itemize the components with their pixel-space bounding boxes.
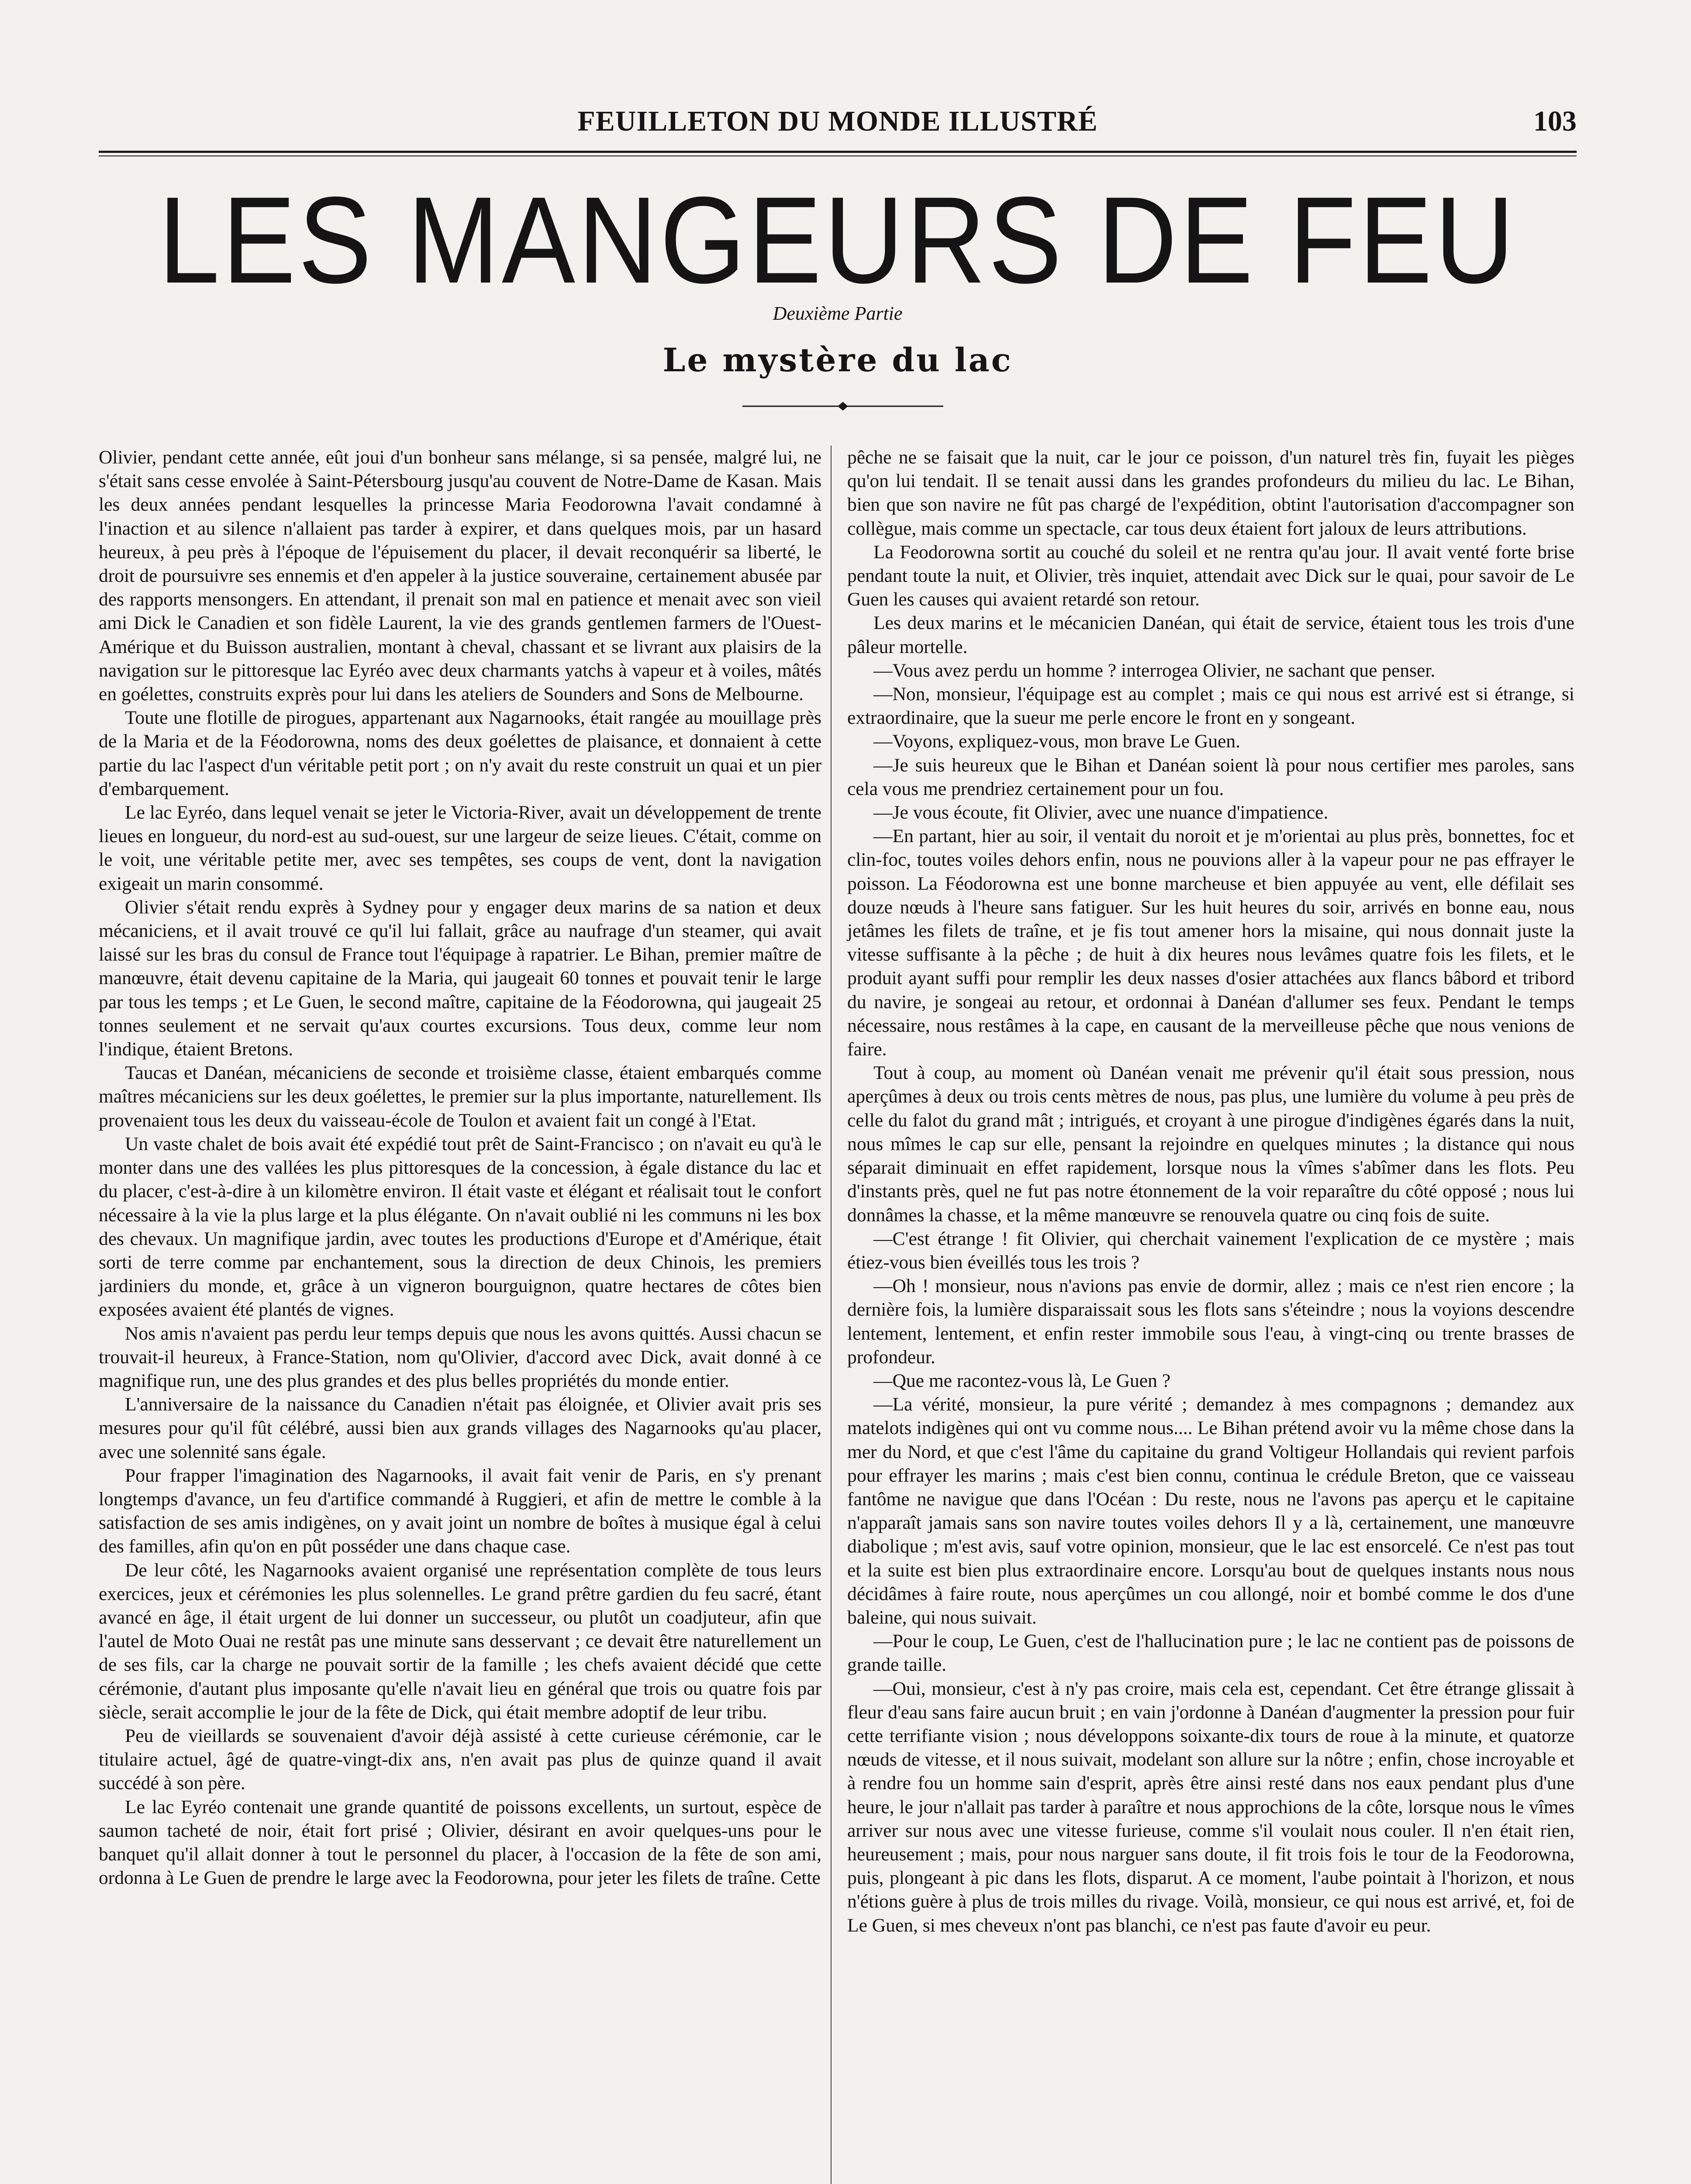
paragraph: L'anniversaire de la naissance du Canadien n'était pas éloignée, et Olivier avait pris ses mesures pour qu'il fût célébré, aussi bien aux grands villages des Nagarnooks qu'au placer, avec une solennité sans égale. bbox=[99, 1394, 821, 1462]
paragraph: Olivier, pendant cette année, eût joui d'un bonheur sans mélange, si sa pensée, malgré lui, ne s'était sans cesse envolée à Saint-Pétersbourg jusqu'au couvent de Notre-Dame de Kasan. Mais les deux années pendant lesquelles la princesse Maria Feodorowna l'avait condamné à l'inaction et au silence n'allaient pas tarder à expirer, et dans quelques mois, par un hasard heureux, à peu près à l'époque de l'épuisement du placer, il devait reconquérir sa liberté, le droit de poursuivre ses ennemis et d'en appeler à la justice souveraine, certainement abusée par des rapports mensongers. En attendant, il prenait son mal en patience et menait avec son vieil ami Dick le Canadien et son fidèle Laurent, la vie des grands gentlemen farmers de l'Ouest-Amérique et du Buisson australien, montant à cheval, chassant et se livrant aux plaisirs de la navigation sur le pittoresque lac Eyréo avec deux charmants yatchs à vapeur et à voiles, mâtés en goélettes, construits exprès pour lui dans les ateliers de Sounders and Sons de Melbourne. bbox=[99, 447, 821, 705]
paragraph: Olivier s'était rendu exprès à Sydney pour y engager deux marins de sa nation et deux mécaniciens, et il avait trouvé ce qu'il lui fallait, grâce au naufrage d'un steamer, qui avait laissé sur les bras du consul de France tout l'équipage à rapatrier. Le Bihan, premier maître de manœuvre, était devenu capitaine de la Maria, qui jaugeait 60 tonnes et pouvait tenir le large par tous les temps ; et Le Guen, le second maître, capitaine de la Féodorowna, qui jaugeait 25 tonnes seulement et ne servait qu'aux courtes excursions. Tous deux, comme leur nom l'indique, étaient Bretons. bbox=[99, 896, 821, 1060]
dialogue-line: —Voyons, expliquez-vous, mon brave Le Guen. bbox=[873, 731, 1241, 752]
right-column bbox=[847, 446, 1574, 1937]
dialogue-line: —C'est étrange ! fit Olivier, qui cherchait vainement l'explication de ce mystère ; mais étiez-vous bien éveillés tous les trois ? bbox=[847, 1228, 1574, 1273]
section-title: Le mystère du lac bbox=[663, 342, 1013, 379]
dialogue-line: —La vérité, monsieur, la pure vérité ; demandez à mes compagnons ; demandez aux matelots indigènes qui ont vu comme nous.... Le Bihan prétend avoir vu la même chose dans la mer du Nord, et que c'est l'âme du capitaine du grand Voltigeur Hollandais qui revient parfois pour effrayer les marins ; mais c'est bien connu, continua le crédule Breton, que ce vaisseau fantôme ne navigue que dans l'Océan : Du reste, nous ne l'avons pas aperçu et le capitaine n'apparaît jamais sans son navire toutes voiles dehors Il y a là, certainement, une manœuvre diabolique ; m'est avis, sauf votre opinion, monsieur, que le lac est ensorcelé. Ce n'est pas tout et la suite est bien plus extraordinaire encore. Lorsqu'au bout de quelques instants nous nous décidâmes à faire route, nous aperçûmes un cou allongé, noir et bombé comme le dos d'une baleine, qui nous suivait. bbox=[847, 1394, 1574, 1628]
dialogue-line: —Oh ! monsieur, nous n'avions pas envie de dormir, allez ; mais ce n'est rien encore ; la dernière fois, la lumière disparaissait sous les flots sans s'éteindre ; nous la voyions descendre lentement, lentement, et enfin rester immobile sous l'eau, à vingt-cinq ou trente brasses de profondeur. bbox=[847, 1275, 1574, 1368]
paragraph: Taucas et Danéan, mécaniciens de seconde et troisième classe, étaient embarqués comme maîtres mécaniciens sur les deux goélettes, le premier sur la plus importante, naturellement. Ils provenaient tous les deux du vaisseau-école de Toulon et avaient fait un congé à l'Etat. bbox=[99, 1062, 821, 1131]
header-rule bbox=[99, 151, 1577, 153]
dialogue-line: —Non, monsieur, l'équipage est au complet ; mais ce qui nous est arrivé est si étrange, si extraordinaire, que la sueur me perle encore le front en y songeant. bbox=[847, 684, 1574, 729]
left-column bbox=[99, 446, 821, 1890]
paragraph: Le lac Eyréo contenait une grande quantité de poissons excellents, un surtout, espèce de saumon tacheté de noir, était fort prisé ; Olivier, désirant en avoir quelques-uns pour le banquet qu'il allait donner à tout le personnel du placer, à l'occasion de la fête de son ami, ordonna à Le Guen de prendre le large avec la Feodorowna, pour jeter les filets de traîne. Cette bbox=[99, 1796, 821, 1889]
paragraph: Nos amis n'avaient pas perdu leur temps depuis que nous les avons quittés. Aussi chacun se trouvait-il heureux, à France-Station, nom qu'Olivier, d'accord avec Dick, avait donné à ce magnifique run, une des plus grandes et des plus belles propriétés du monde entier. bbox=[99, 1323, 821, 1391]
paragraph: La Feodorowna sortit au couché du soleil et ne rentra qu'au jour. Il avait venté forte brise pendant toute la nuit, et Olivier, très inquiet, attendait avec Dick sur le quai, pour savoir de Le Guen les causes qui avaient retardé son retour. bbox=[847, 541, 1574, 610]
page-number: 103 bbox=[1533, 105, 1577, 137]
dialogue-line: —Je vous écoute, fit Olivier, avec une nuance d'impatience. bbox=[873, 802, 1329, 823]
paragraph: pêche ne se faisait que la nuit, car le jour ce poisson, d'un naturel très fin, fuyait les pièges qu'on lui tendait. Il se tenait aussi dans les grandes profondeurs du milieu du lac. Le Bihan, bien que son navire ne fût pas chargé de l'expédition, obtint l'autorisation d'accompagner son collègue, mais comme un spectacle, car tous deux étaient fort jaloux de leurs attributions. bbox=[847, 447, 1574, 539]
dialogue-line: —Je suis heureux que le Bihan et Danéan soient là pour nous certifier mes paroles, sans cela vous me prendriez certainement pour un fou. bbox=[847, 754, 1574, 799]
paragraph: Le lac Eyréo, dans lequel venait se jeter le Victoria-River, avait un développement de trente lieues en longueur, du nord-est au sud-ouest, sur une largeur de seize lieues. C'était, comme on le voit, une véritable petite mer, avec ses tempêtes, ses coups de vent, dont la navigation exigeait un marin consommé. bbox=[99, 802, 821, 894]
dialogue-line: —Vous avez perdu un homme ? interrogea Olivier, ne sachant que penser. bbox=[873, 660, 1436, 681]
dialogue-line: —Oui, monsieur, c'est à n'y pas croire, mais cela est, cependant. Cet être étrange glissait à fleur d'eau sans faire aucun bruit ; en vain j'ordonne à Danéan d'augmenter la pression pour fuir cette terrifiante vision ; nous développons soixante-dix tours de roue à la minute, et quatorze nœuds de vitesse, et il nous suivait, modelant son allure sur la nôtre ; enfin, chose incroyable et à rendre fou un homme sain d'esprit, après être ainsi resté dans nos eaux pendant plus d'une heure, le jour n'allait pas tarder à paraître et nous approchions de la côte, lorsque nous le vîmes arriver sur nous avec une vitesse furieuse, comme s'il voulait nous couler. Il n'en était rien, heureusement ; mais, pour nous narguer sans doute, il fit trois fois le tour de la Feodorowna, puis, plongeant à pic dans les flots, disparut. A ce moment, l'aube pointait à l'horizon, et nous n'étions guère à plus de trois milles du rivage. Voilà, monsieur, ce qui nous est arrivé, et, foi de Le Guen, si mes cheveux n'ont pas blanchi, ce n'est pas faute d'avoir eu peur. bbox=[847, 1678, 1574, 1936]
dialogue-line: —Pour le coup, Le Guen, c'est de l'hallucination pure ; le lac ne contient pas de poissons de grande taille. bbox=[847, 1631, 1574, 1676]
running-title: FEUILLETON DU MONDE ILLUSTRÉ bbox=[577, 105, 1098, 137]
main-title: LES MANGEURS DE FEU bbox=[158, 171, 1517, 309]
dialogue-line: —Que me racontez-vous là, Le Guen ? bbox=[873, 1370, 1171, 1391]
column-divider bbox=[831, 446, 832, 2184]
paragraph: De leur côté, les Nagarnooks avaient organisé une représentation complète de tous leurs exercices, jeux et cérémonies les plus solennelles. Le grand prêtre gardien du feu sacré, étant avancé en âge, il était urgent de lui donner un successeur, ou plutôt un coadjuteur, afin que l'autel de Moto Ouai ne restât pas une minute sans desservant ; ce devait être naturellement un de ses fils, car la charge ne pouvait sortir de la famille ; les chefs avaient décidé que cette cérémonie, d'autant plus imposante qu'elle n'avait lieu en général que trois ou quatre fois par siècle, serait accomplie le jour de la fête de Dick, qui était membre adoptif de leur tribu. bbox=[99, 1559, 821, 1723]
running-header bbox=[99, 104, 1577, 148]
paragraph: Tout à coup, au moment où Danéan venait me prévenir qu'il était sous pression, nous aperçûmes à deux ou trois cents mètres de nous, pas plus, une lumière du volume à peu près de celle du falot du grand mât ; intrigués, et croyant à une pirogue d'indigènes égarés dans la nuit, nous mîmes le cap sur elle, pensant la rejoindre en quelques minutes ; la distance qui nous séparait diminuait en effet rapidement, lorsque nous la vîmes s'abîmer dans les flots. Peu d'instants près, quel ne fut pas notre étonnement de la voir reparaître du côté opposé ; nous lui donnâmes la chasse, et la même manœuvre se renouvela quatre ou cinq fois de suite. bbox=[847, 1062, 1574, 1226]
paragraph: Toute une flotille de pirogues, appartenant aux Nagarnooks, était rangée au mouillage près de la Maria et de la Féodorowna, noms des deux goélettes de plaisance, et donnaient à cette partie du lac l'aspect d'un véritable petit port ; on n'y avait du reste construit un quai et un pier d'embarquement. bbox=[99, 707, 821, 799]
part-label: Deuxième Partie bbox=[773, 303, 903, 324]
paragraph: Pour frapper l'imagination des Nagarnooks, il avait fait venir de Paris, en s'y prenant longtemps d'avance, un feu d'artifice commandé à Ruggieri, et afin de mettre le comble à la satisfaction de ses amis indigènes, on y avait joint un nombre de boîtes à musique égal à celui des familles, afin qu'on en pût posséder une dans chaque case. bbox=[99, 1465, 821, 1557]
dialogue-line: —En partant, hier au soir, il ventait du noroit et je m'orientai au plus près, bonnettes, foc et clin-foc, toutes voiles dehors enfin, nous ne pouvions aller à la vapeur pour ne pas effrayer le poisson. La Féodorowna est une bonne marcheuse et bien appuyée au vent, elle défilait ses douze nœuds à l'heure sans fatiguer. Sur les huit heures du soir, arrivés en bonne eau, nous jetâmes les filets de traîne, et je fis tout amener hors la misaine, qui nous donnait juste la vitesse suffisante à la pêche ; de huit à dix heures nous levâmes quatre fois les filets, et le produit ayant suffi pour remplir les deux nasses d'osier attachées aux flancs bâbord et tribord du navire, je songeai au retour, et ordonnai à Danéan d'allumer ses feux. Pendant le temps nécessaire, nous restâmes à la cape, en causant de la merveilleuse pêche que nous venions de faire. bbox=[847, 826, 1574, 1060]
paragraph: Peu de vieillards se souvenaient d'avoir déjà assisté à cette curieuse cérémonie, car le titulaire actuel, âgé de quatre-vingt-dix ans, n'en avait pas plus de quinze quand il avait succédé à son père. bbox=[99, 1725, 821, 1794]
paragraph: Les deux marins et le mécanicien Danéan, qui était de service, étaient tous les trois d'une pâleur mortelle. bbox=[847, 612, 1574, 657]
paragraph: Un vaste chalet de bois avait été expédié tout prêt de Saint-Francisco ; on n'avait eu qu'à le monter dans une des vallées les plus pittoresques de la concession, à égale distance du lac et du placer, c'est-à-dire à un kilomètre environ. Il était vaste et élégant et réalisait tout le confort nécessaire à la vie la plus large et la plus élégante. On n'avait oublié ni les communs ni les box des chevaux. Un magnifique jardin, avec toutes les productions d'Europe et d'Amérique, était sorti de terre comme par enchantement, sous la direction de deux Chinois, les premiers jardiniers du monde, et, grâce à un vigneron bourguignon, quatre hectares de côtes bien exposées avaient été plantés de vignes. bbox=[99, 1133, 821, 1320]
ornament-divider bbox=[742, 400, 943, 413]
